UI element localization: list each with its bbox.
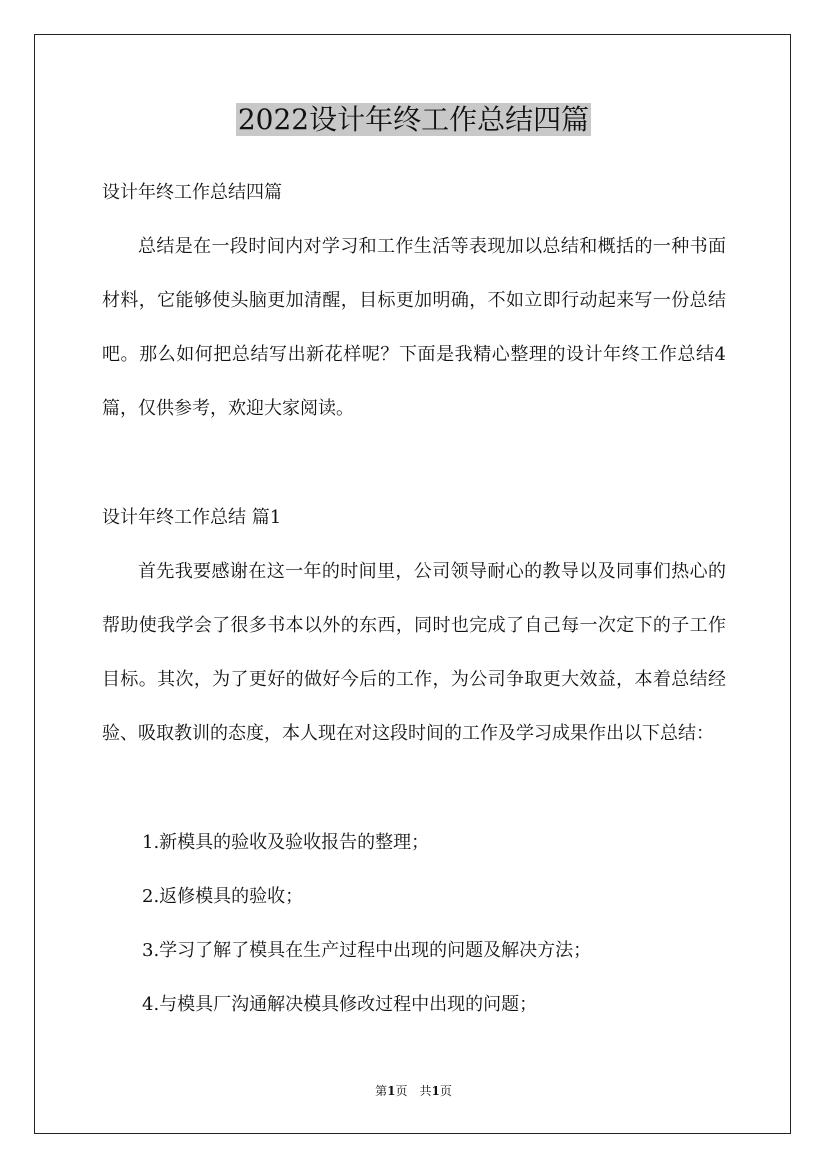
- document-title: [0, 100, 827, 140]
- page-suffix: 页: [439, 1084, 452, 1098]
- list-item: 1.新模具的验收及验收报告的整理；: [142, 832, 430, 853]
- section-heading: 设计年终工作总结 篇1: [102, 507, 282, 528]
- page-prefix: 第: [375, 1084, 388, 1098]
- intro-paragraph: 总结是在一段时间内对学习和工作生活等表现加以总结和概括的一种书面材料，它能够使头脑更加清醒，目标更加明确，不如立即行动起来写一份总结吧。那么如何把总结写出新花样呢？下面是我精心整理的设计年终工作总结4篇，仅供参考，欢迎大家阅读。: [102, 236, 726, 419]
- page-footer: [0, 1083, 827, 1099]
- page-separator: 页 共: [395, 1084, 432, 1098]
- document-title-text: 2022设计年终工作总结四篇: [237, 103, 590, 136]
- page-total: 1: [431, 1084, 440, 1098]
- list-item: 2.返修模具的验收；: [142, 886, 304, 907]
- list-item: 4.与模具厂沟通解决模具修改过程中出现的问题；: [142, 994, 538, 1015]
- list-item: 3.学习了解了模具在生产过程中出现的问题及解决方法；: [142, 940, 592, 961]
- section-paragraph: 首先我要感谢在这一年的时间里，公司领导耐心的教导以及同事们热心的帮助使我学会了很多书本以外的东西，同时也完成了自己每一次定下的子工作目标。其次，为了更好的做好今后的工作，为公司争取更大效益，本着总结经验、吸取教训的态度，本人现在对这段时间的工作及学习成果作出以下总结：: [102, 561, 726, 744]
- page-number: 1: [387, 1084, 396, 1098]
- document-subtitle: 设计年终工作总结四篇: [102, 182, 282, 203]
